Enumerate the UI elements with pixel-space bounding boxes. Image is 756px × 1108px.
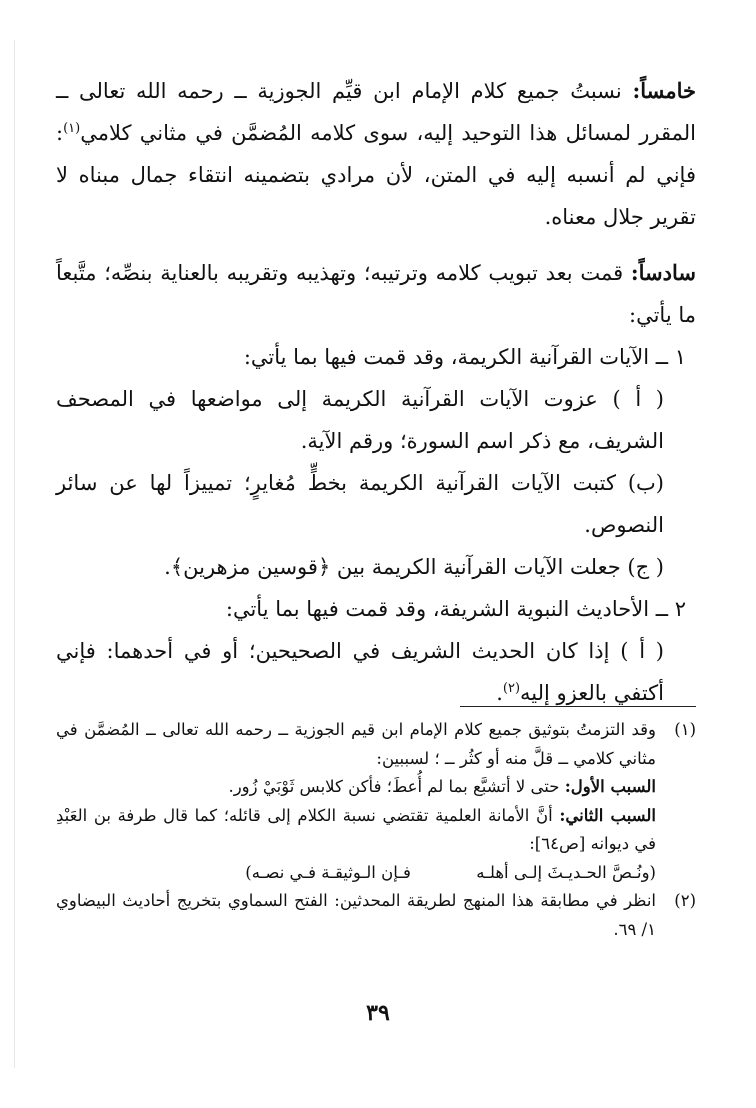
footnote-ref-2[interactable]: (٢) <box>502 681 521 696</box>
sub-item-label: ( أ ) <box>620 639 664 663</box>
sub-item-text: جعلت الآيات القرآنية الكريمة بين ﴿قوسين مزهرين﴾. <box>164 555 621 579</box>
paragraph-text-cont: : فإني لم أنسبه إليه في المتن، لأن مرادي بتضمينه انتقاء جمال مبناه لا تقرير جلال معناه. <box>56 121 696 229</box>
sub-item-1a <box>56 378 696 462</box>
verse-second-hemistich: فـإن الـوثيقـة فـي نصـه) <box>245 862 411 882</box>
footnote-separator <box>460 706 696 707</box>
reason-label: السبب الثاني: <box>559 805 657 825</box>
list-item-2 <box>56 588 696 630</box>
footnote-number: (٢) <box>674 891 696 910</box>
sub-item-text: كتبت الآيات القرآنية الكريمة بخطٍّ مُغايرٍ؛ تمييزاً لها عن سائر النصوص. <box>56 471 664 537</box>
paragraph-text: نسبتُ جميع كلام الإمام ابن قيِّم الجوزية ــ رحمه الله تعالى ــ المقرر لمسائل هذا التوحيد إليه، سوى كلامه المُضمَّن في مثاني كلامي <box>56 79 696 145</box>
footnotes <box>56 716 696 944</box>
footnote-reason-2 <box>56 802 656 859</box>
list-item-text: الأحاديث النبوية الشريفة، وقد قمت فيها بما يأتي: <box>225 597 650 621</box>
sub-item-1b <box>56 462 696 546</box>
footnote-2 <box>56 887 696 944</box>
list-item-text: الآيات القرآنية الكريمة، وقد قمت فيها بما يأتي: <box>243 345 650 369</box>
paragraph-label: سادساً: <box>630 260 696 285</box>
page-edge-line <box>14 40 15 1068</box>
paragraph-label: خامساً: <box>632 78 696 103</box>
verse-first-hemistich: (ونُـصَّ الحـديـثَ إلـى أهلـه <box>476 862 656 882</box>
reason-text: حتى لا أتشبَّع بما لم أُعطَ؛ فأكن كلابس ثَوْبَيْ زُور. <box>228 777 560 796</box>
sub-item-2a <box>56 630 696 714</box>
poem-verse <box>56 859 656 888</box>
footnote-number: (١) <box>674 720 696 739</box>
reason-label: السبب الأول: <box>564 777 656 796</box>
list-item-1 <box>56 336 696 378</box>
sub-item-label: ( ج) <box>627 555 664 579</box>
sub-item-label: ( أ ) <box>612 387 664 411</box>
list-number: ١ ــ <box>655 345 686 369</box>
sub-item-1c <box>56 546 696 588</box>
footnote-text: وقد التزمتُ بتوثيق جميع كلام الإمام ابن قيم الجوزية ــ رحمه الله تعالى ــ المُضمَّن في مثاني كلامي ــ قلَّ منه أو كثُر ــ ؛ لسببين: <box>56 720 656 768</box>
paragraph-text: قمت بعد تبويب كلامه وترتيبه؛ وتهذيبه وتقريبه بالعناية بنصِّه؛ متَّبعاً ما يأتي: <box>56 261 696 327</box>
reason-text: أنَّ الأمانة العلمية تقتضي نسبة الكلام إلى قائله؛ كما قال طرفة بن العَبْدِ في ديوانه [ص٦٤]: <box>56 805 656 853</box>
paragraph-sixth <box>56 252 696 336</box>
sub-item-text: إذا كان الحديث الشريف في الصحيحين؛ أو في أحدهما: فإني أكتفي بالعزو إليه <box>56 639 664 705</box>
sub-item-label: (ب) <box>627 471 664 495</box>
footnote-ref-1[interactable]: (١) <box>63 121 81 136</box>
main-text <box>56 70 696 714</box>
page-number: ٣٩ <box>366 1000 390 1026</box>
paragraph-fifth <box>56 70 696 238</box>
footnote-1 <box>56 716 696 887</box>
list-number: ٢ ــ <box>655 597 686 621</box>
sub-item-text: عزوت الآيات القرآنية الكريمة إلى مواضعها في المصحف الشريف، مع ذكر اسم السورة؛ ورقم الآية. <box>56 387 664 453</box>
footnote-text: انظر في مطابقة هذا المنهج لطريقة المحدثين: الفتح السماوي بتخريج أحاديث البيضاوي ١/ ٦٩. <box>56 891 656 939</box>
footnote-reason-1 <box>56 773 656 802</box>
sub-item-end: . <box>496 681 503 705</box>
